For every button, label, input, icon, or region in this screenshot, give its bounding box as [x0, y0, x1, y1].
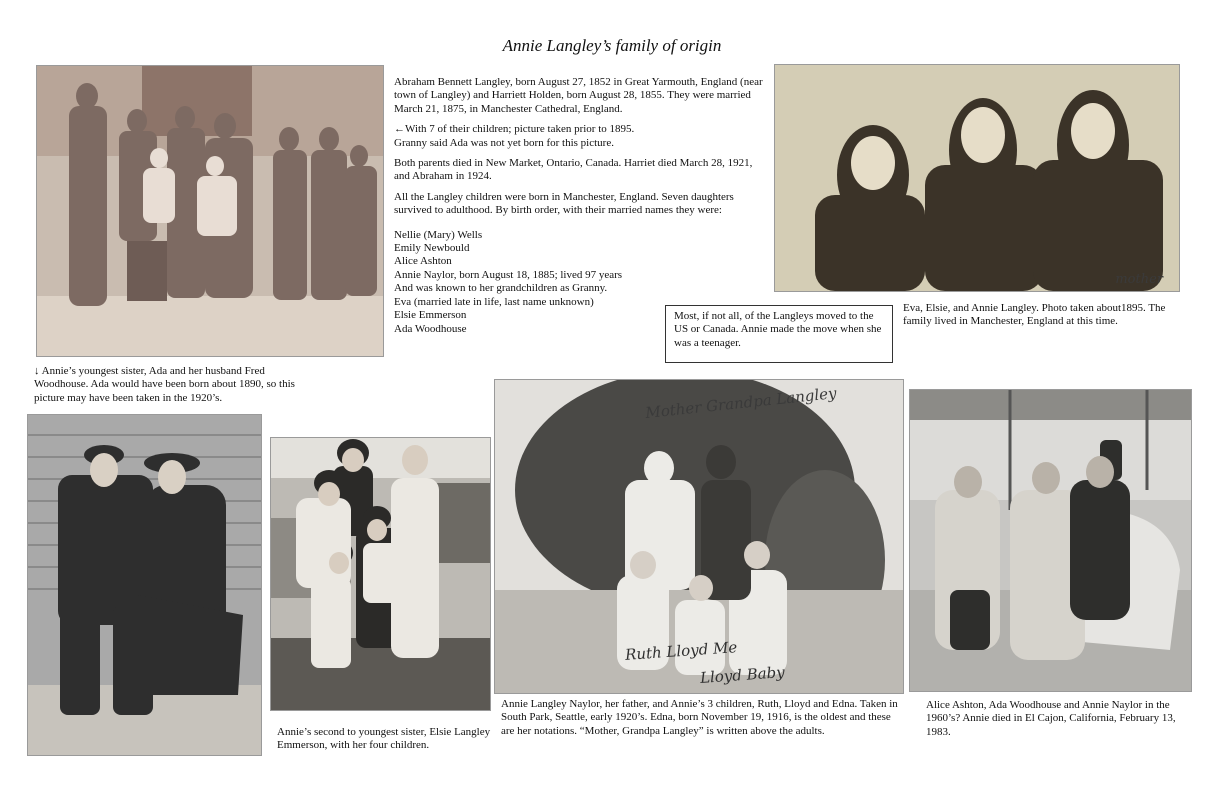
family-photo	[36, 65, 384, 357]
intro-photo-line2: Granny said Ada was not yet born for this picture.	[394, 136, 614, 149]
sisters-caption-text: Eva, Elsie, and Annie Langley. Photo taken about1895. The family lived in Manchester, England at this time.	[903, 302, 1166, 328]
list-item: Ada Woodhouse	[394, 322, 467, 335]
ada-fred-photo	[27, 414, 262, 756]
handwriting-bottom-2: Lloyd Baby	[699, 663, 786, 687]
intro-children-paragraph: All the Langley children were born in Manchester, England. Seven daughters survived to adulthood. By birth order, with their married names they were:	[394, 190, 734, 217]
elsie-children-photo	[270, 437, 491, 711]
migration-note-box: Most, if not all, of the Langleys moved to the US or Canada. Annie made the move when she was a teenager.	[665, 305, 893, 363]
list-item: Emily Newbould	[394, 242, 470, 255]
sisters-photo	[774, 64, 1180, 292]
page-title: Annie Langley’s family of origin	[502, 36, 722, 55]
list-item: Annie Naylor, born August 18, 1885; lived 97 years	[394, 268, 623, 281]
handwriting-mother: mother	[1115, 272, 1163, 287]
ada-caption	[34, 365, 304, 405]
alice-caption-text: Alice Ashton, Ada Woodhouse and Annie Naylor in the 1960’s? Annie died in El Cajon, California, February 13, 1983.	[926, 699, 1176, 738]
list-item: And was known to her grandchildren as Granny.	[394, 282, 608, 295]
seattle-caption	[501, 698, 901, 738]
handwriting-bottom-1: Ruth Lloyd Me	[624, 638, 738, 664]
alice-caption	[926, 699, 1188, 739]
sisters-caption	[903, 302, 1188, 329]
list-item: Elsie Emmerson	[394, 309, 467, 322]
seattle-photo	[494, 379, 904, 694]
handwriting-top: Mother Grandpa Langley	[644, 384, 838, 422]
ada-caption-text: ↓ Annie’s youngest sister, Ada and her husband Fred Woodhouse. Ada would have been born about 1890, so this picture may have been taken in the 1920’s.	[34, 365, 295, 404]
intro-death-paragraph: Both parents died in New Market, Ontario, Canada. Harriet died March 28, 1921, and Abraham in 1924.	[394, 157, 753, 183]
intro-photo-paragraph	[394, 123, 766, 150]
list-item: Alice Ashton	[394, 255, 452, 268]
seattle-caption-text: Annie Langley Naylor, her father, and Annie’s 3 children, Ruth, Lloyd and Edna. Taken in South Park, Seattle, early 1920’s. Edna, born November 19, 1916, is the oldest and these are her notations. “Mother, Grandpa Langley” is written above the adults.	[501, 698, 898, 737]
elsie-caption	[277, 726, 492, 753]
list-item: Eva (married late in life, last name unknown)	[394, 295, 594, 308]
elsie-caption-text: Annie’s second to youngest sister, Elsie Langley Emmerson, with her four children.	[277, 726, 491, 752]
intro-birth-paragraph: Abraham Bennett Langley, born August 27, 1852 in Great Yarmouth, England (near town of Langley) and Harriett Holden, born August 28, 1855. They were married March 21, 1875, in Manchester Cathedral, England.	[394, 76, 763, 115]
intro-text	[394, 76, 766, 336]
list-item: Nellie (Mary) Wells	[394, 228, 483, 241]
intro-photo-line1: ←With 7 of their children; picture taken prior to 1895.	[394, 123, 635, 136]
alice-ada-annie-photo	[909, 389, 1192, 692]
